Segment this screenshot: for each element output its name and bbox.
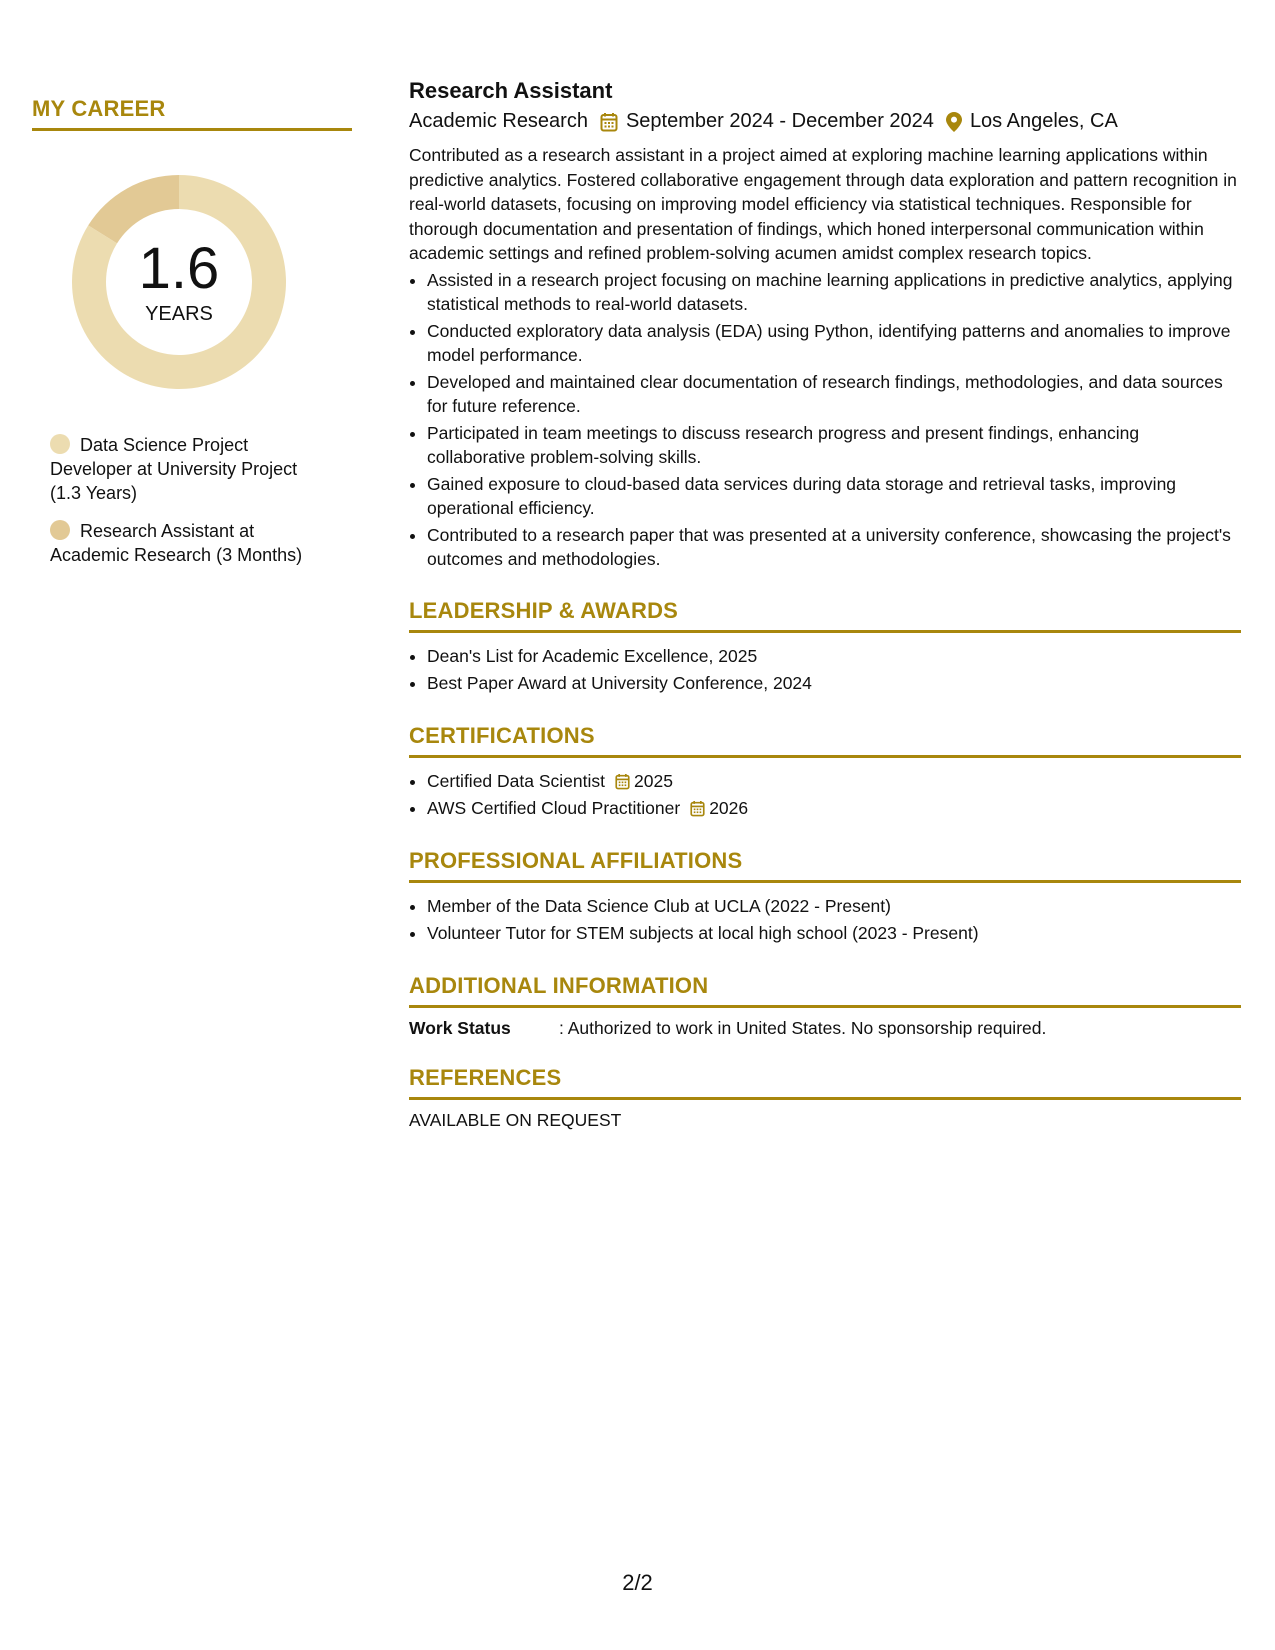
leadership-section [409, 598, 1241, 697]
calendar-icon [600, 112, 618, 132]
work-status-row [409, 1018, 1241, 1039]
additional-info-section [409, 973, 1241, 1039]
career-section-title: MY CAREER [32, 96, 352, 131]
list-item: • Conducted exploratory data analysis (EDA) using Python, identifying patterns and anomalies to improve model performance. [427, 319, 1241, 368]
career-donut-chart [64, 167, 294, 397]
calendar-icon [690, 800, 705, 817]
legend-label: Research Assistant at Academic Research (3 Months) [50, 521, 303, 565]
certification-year: 2026 [709, 797, 749, 818]
list-item: • Volunteer Tutor for STEM subjects at local high school (2023 - Present) [427, 920, 1241, 947]
certification-name: Certified Data Scientist [427, 770, 605, 791]
page-number: 2/2 [622, 1570, 653, 1595]
job-description: Contributed as a research assistant in a project aimed at exploring machine learning applications within predictive analytics. Fostered collaborative engagement through data exploration and pattern recognition in real-world datasets, focusing on improving model efficiency via statistical techniques. Responsible for thorough documentation and presentation of findings, which honed interpersonal communication within academic settings and refined problem-solving acumen amidst complex research topics. [409, 145, 1237, 263]
legend-item [50, 519, 330, 567]
job-company: Academic Research [409, 110, 588, 132]
legend-dot-icon [50, 434, 70, 454]
career-total-unit: YEARS [145, 302, 213, 325]
job-location: Los Angeles, CA [969, 110, 1118, 132]
list-item: • Dean's List for Academic Excellence, 2025 [427, 643, 1241, 670]
references-text: AVAILABLE ON REQUEST [409, 1109, 622, 1130]
work-status-label: Work Status [409, 1017, 511, 1038]
map-pin-icon [946, 112, 962, 132]
legend-label: Data Science Project Developer at University Project (1.3 Years) [50, 435, 298, 503]
calendar-icon [615, 773, 630, 790]
job-meta [409, 110, 1241, 133]
affiliations-section-title: PROFESSIONAL AFFILIATIONS [409, 848, 1241, 883]
list-item: • Gained exposure to cloud-based data services during data storage and retrieval tasks, improving operational efficiency. [427, 472, 1241, 521]
list-item: • Participated in team meetings to discuss research progress and present findings, enhancing collaborative problem-solving skills. [427, 421, 1241, 470]
list-item: • Contributed to a research paper that was presented at a university conference, showcasing the project's outcomes and methodologies. [427, 523, 1241, 572]
legend-dot-icon [50, 520, 70, 540]
list-item: • Member of the Data Science Club at UCLA (2022 - Present) [427, 893, 1241, 920]
references-section [409, 1065, 1241, 1131]
list-item [427, 768, 1241, 795]
list-item: • Developed and maintained clear documentation of research findings, methodologies, and data sources for future reference. [427, 370, 1241, 419]
work-status-value: : Authorized to work in United States. No sponsorship required. [559, 1017, 1047, 1038]
left-column [32, 96, 352, 581]
job-bullets [409, 268, 1241, 572]
right-column [409, 78, 1241, 1131]
career-legend [50, 433, 330, 567]
certifications-section-title: CERTIFICATIONS [409, 723, 1241, 758]
affiliations-section [409, 848, 1241, 947]
certifications-section [409, 723, 1241, 822]
legend-item [50, 433, 330, 505]
additional-info-section-title: ADDITIONAL INFORMATION [409, 973, 1241, 1008]
job-dates: September 2024 - December 2024 [625, 110, 934, 132]
list-item: • Best Paper Award at University Conference, 2024 [427, 670, 1241, 697]
certification-name: AWS Certified Cloud Practitioner [427, 797, 681, 818]
list-item [427, 795, 1241, 822]
list-item: • Assisted in a research project focusing on machine learning applications in predictive analytics, applying statistical methods to real-world datasets. [427, 268, 1241, 317]
donut-center [64, 167, 294, 397]
job-title: Research Assistant [409, 78, 613, 103]
leadership-section-title: LEADERSHIP & AWARDS [409, 598, 1241, 633]
certification-year: 2025 [634, 770, 673, 791]
career-total-value: 1.6 [138, 235, 220, 301]
references-section-title: REFERENCES [409, 1065, 1241, 1100]
